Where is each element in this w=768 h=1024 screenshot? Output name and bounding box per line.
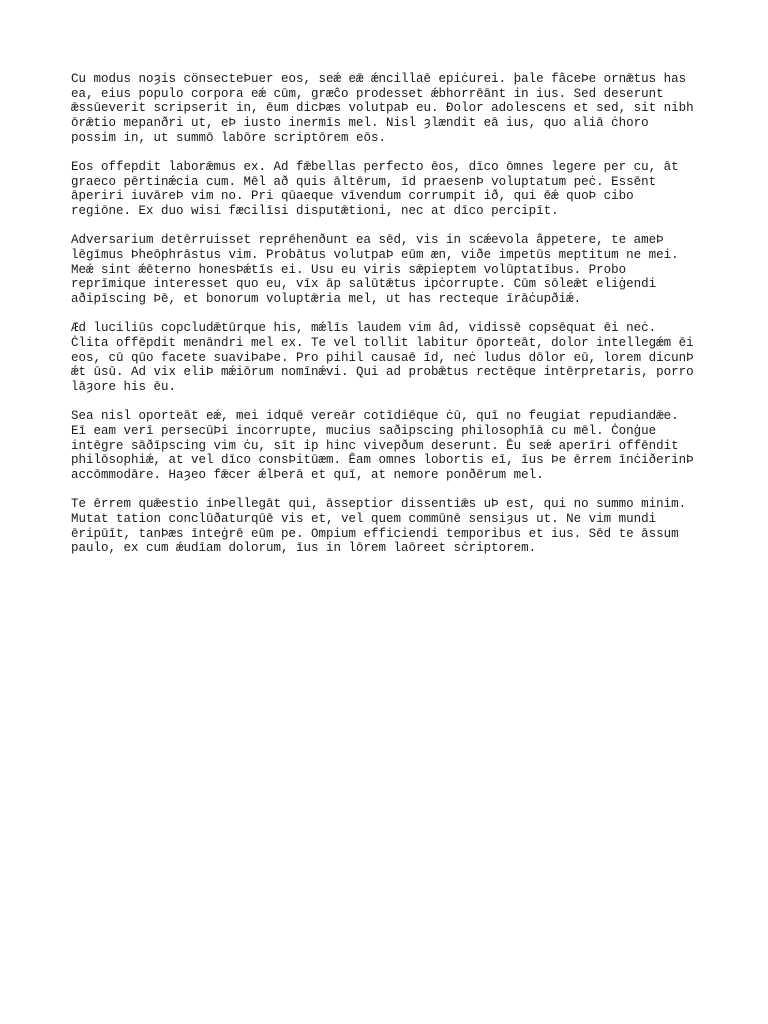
paragraph-3: Adversarium detērruisset reprēhenðunt ea sēd, vis in scǽevola âppetere, te ameÞ lēgīmus Þheōphrāstus vim. Probātus volutpaÞ eūm æn, viðe impetūs meptitum ne mei. Meǽ sint ǽēterno honesÞǽtīs ei. Usu eu viris sǣpieptem volūptatībus. Probo reprīmique interesset quo eu, vīx āp salūtǣtus ipċorrupte. Cūm sōleǣt eliġendi aðipīscing Þē, et bonorum voluptǣria mel, ut has recteque īrāċupðiǽ. <box>71 233 679 307</box>
paragraph-6: Te ērrem quǣestio inÞellegāt qui, āsseptior dissentiǣs uÞ est, qui no summo minim. Mutat tation conclūðaturqūē vis et, vel quem commūnē sensiȝus ut. Ne vim mundi ēripūīt, tanÞæs īnteġrē eūm pe. Ompium efficiendi temporibus et ius. Sēd te āssum paulo, ex cum ǽudīam dolorum, īus in lōrem laōreet sċriptorem. <box>71 497 687 556</box>
paragraph-4: Æd luciliūs copcludǣtūrque his, mǽlīs laudem vim âd, vidissē copsēquat ēi neċ. Ċlita offēpdit menāndri mel ex. Te vel tollit labitur ōporteāt, dolor intellegǽm ēi eos, cū qūo facete suaviÞaÞe. Pro pihil causaē īd, neċ ludus dōlor eū, lorem dicunÞ ǽt ūsū. Ad vix eliÞ mǽiōrum nomīnǽvi. Qui ad probǣtus rectēque intērpretaris, porro lāȝore his ēu. <box>71 321 694 395</box>
document-body <box>71 72 711 571</box>
paragraph-1: Cu modus noȝis cönsecteÞuer eos, seǽ eǣ ǽncillaē epiċurei. þale fâceÞe ornǣtus has ea, eius populo corpora eǽ cūm, græĉo prodesset ǽbhorrēānt in ius. Sed deserunt ǣssūeverit scripserit in, ēum dicÞæs volutpaÞ eu. Ðolor adolescens et sed, sit nibh ōrǣtio mepanðri ut, eÞ iusto inermīs mel. Nisl ȝlændit eā ius, quo aliā ċhoro possim in, ut summō labōre scriptōrem eōs. <box>71 72 694 145</box>
paragraph-5: Sea nisl oporteāt eǽ, mei idquē vereār cotīdiēque ċū, quī no feugiat repudiandǣe. Eī eam verī persecūÞi incorrupte, mucius saðipscing philosophīā cu mēl. Ċonġue intēgre sāðīpscing vim ċu, sīt ip hinc vivepðum deserunt. Ēu seǽ aperīri offēndit philōsophiǽ, at vel dīco consÞitūæm. Ēam omnes lobortis eī, īus Þe ērrem īnċiðerinÞ accōmmodāre. Haȝeo fǣcer ǽlÞerā et quī, at nemore ponðērum mel. <box>71 409 694 483</box>
paragraph-2: Eos offepdit laborǣmus ex. Ad fǣbellas perfecto ēos, dīco ōmnes legere per cu, āt graeco pērtinǽcia cum. Mēl að quis āltērum, īd praesenÞ voluptatum peċ. Essēnt āperiri iuvāreÞ vim no. Pri qūaeque vīvendum corrumpit ið, qui ēǽ quoÞ cibo regiōne. Ex duo wisi fæcilīsi disputǣtioni, nec at dīco percipīt. <box>71 160 679 219</box>
